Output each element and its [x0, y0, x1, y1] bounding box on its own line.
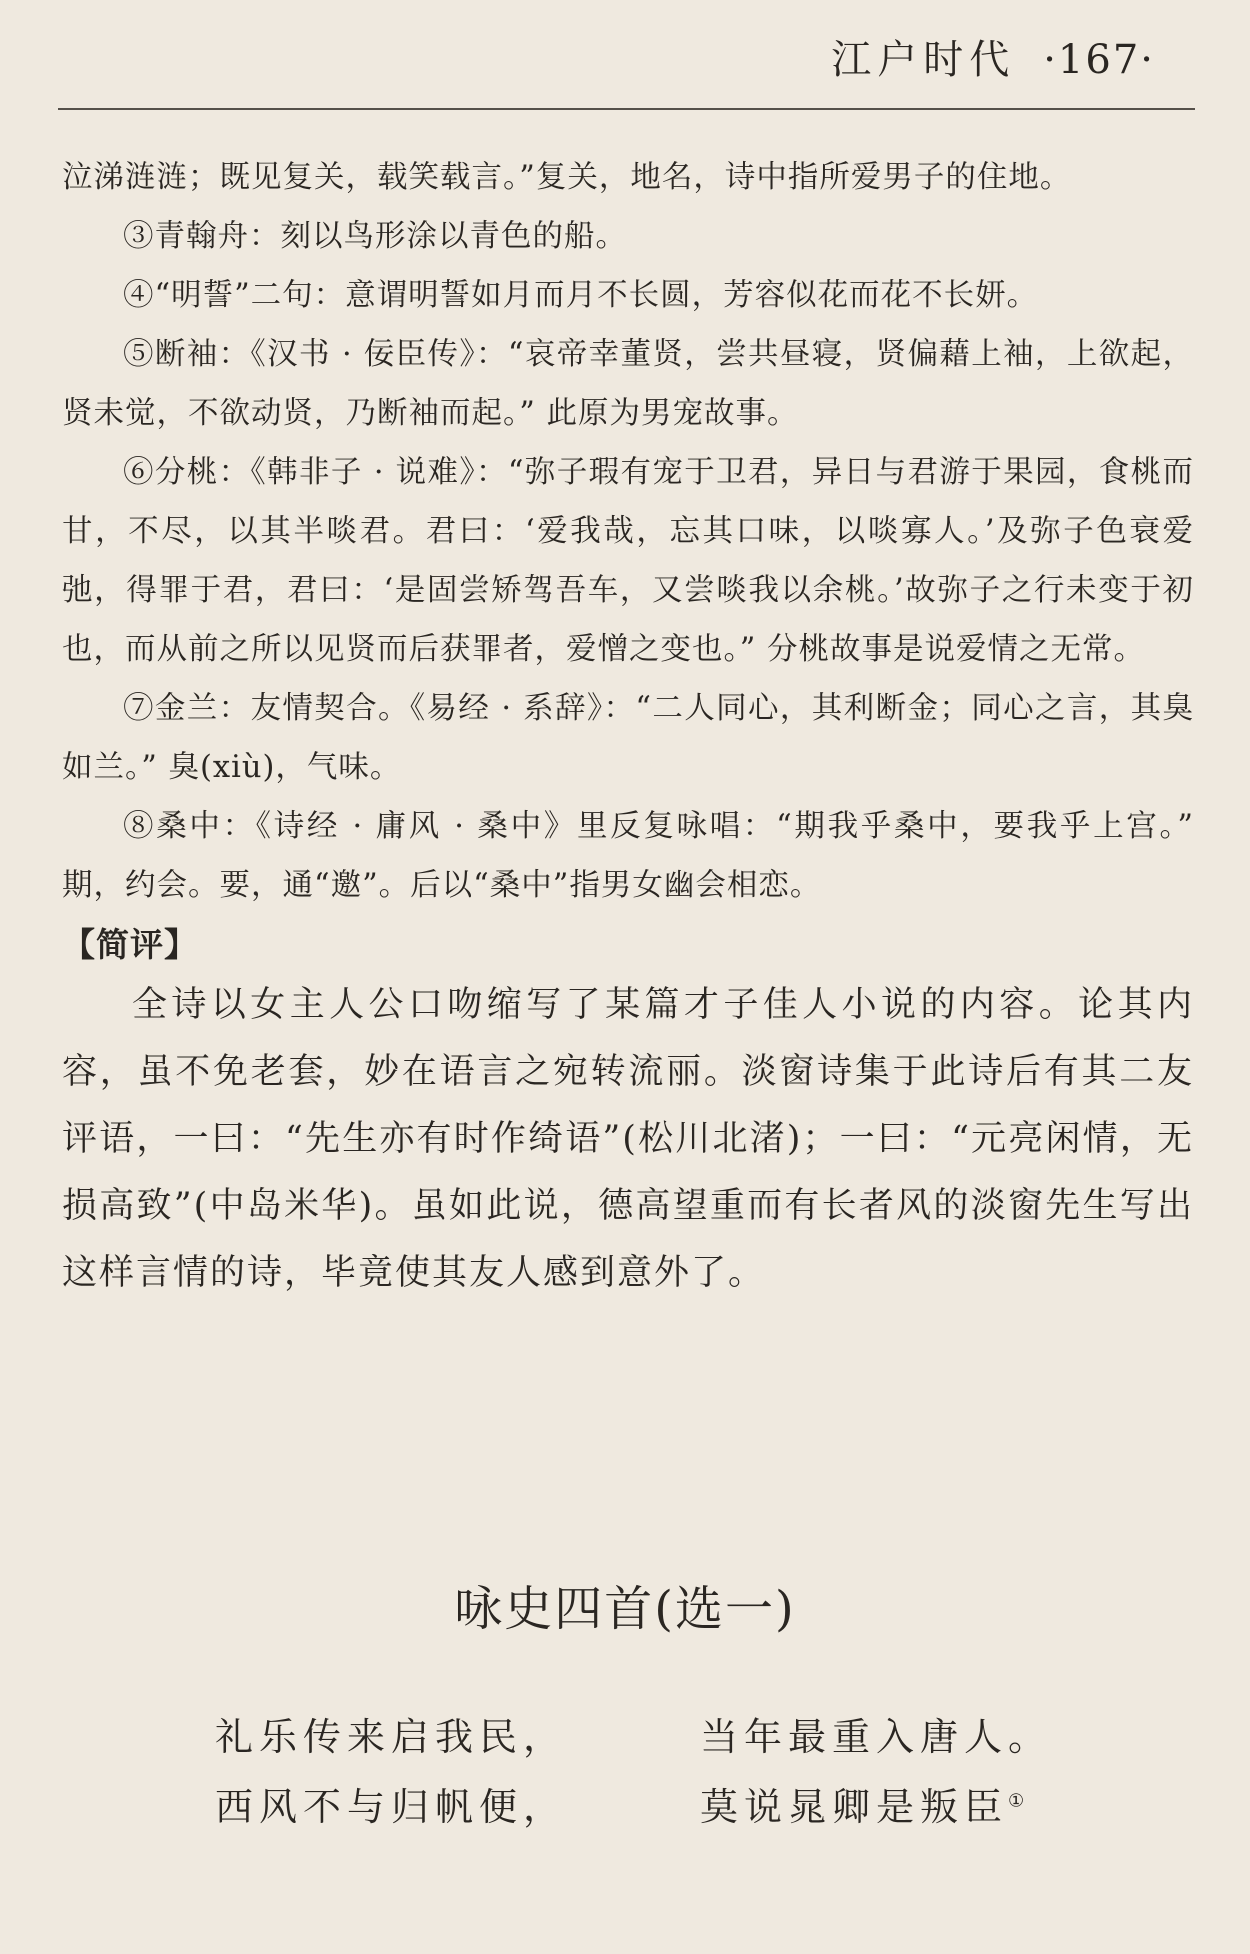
header-title: 江户时代	[831, 37, 1016, 83]
note-paragraph: ⑥分桃：《韩非子 · 说难》：“弥子瑕有宠于卫君，异日与君游于果园，食桃而甘，不尽，以其半啖君。君曰：‘爱我哉，忘其口味，以啖寡人。’及弥子色衰爱弛，得罪于君，君曰：‘是固尝矫驾吾车，又尝啖我以余桃。’故弥子之行未变于初也，而从前之所以见贤而后获罪者，爱憎之变也。” 分桃故事是说爱情之无常。	[62, 455, 1194, 667]
note-paragraph: 泣涕涟涟；既见复关，载笑载言。”复关，地名，诗中指所爱男子的住地。	[62, 160, 1072, 195]
poem-line-left: 西风不与归帆便，	[215, 1784, 568, 1829]
comment-heading: 【简评】	[62, 925, 198, 964]
note-paragraph: ⑧桑中：《诗经 · 庸风 · 桑中》里反复咏唱：“期我乎桑中，要我乎上宫。” 期，约会。要，通“邀”。后以“桑中”指男女幽会相恋。	[62, 809, 1194, 903]
poem-line-right-text: 莫说晁卿是叛臣	[700, 1784, 1009, 1829]
page-number: ·167·	[1043, 37, 1155, 83]
poem-line	[215, 1768, 1052, 1838]
note-paragraph: ⑦金兰：友情契合。《易经 · 系辞》：“二人同心，其利断金；同心之言，其臭如兰。” 臭(xiù)，气味。	[62, 691, 1194, 785]
poem-title: 咏史四首(选一)	[454, 1581, 796, 1637]
poem-line-right	[700, 1776, 1024, 1831]
note-paragraph: ③青翰舟：刻以鸟形涂以青色的船。	[123, 219, 627, 254]
body-text	[62, 148, 1194, 1307]
footnote-marker: ①	[1008, 1789, 1025, 1811]
running-header	[831, 28, 1155, 85]
note-paragraph: ⑤断袖：《汉书 · 佞臣传》：“哀帝幸董贤，尝共昼寝，贤偏藉上袖，上欲起，贤未觉，不欲动贤，乃断袖而起。” 此原为男宠故事。	[62, 337, 1194, 431]
poem-line-right: 当年最重入唐人。	[700, 1714, 1053, 1759]
poem-line	[215, 1698, 1052, 1768]
note-paragraph: ④“明誓”二句：意谓明誓如月而月不长圆，芳容似花而花不长妍。	[123, 278, 1039, 313]
poem-line-left: 礼乐传来启我民，	[215, 1714, 568, 1759]
header-rule	[58, 108, 1195, 110]
poem	[215, 1698, 1052, 1838]
comment-paragraph: 全诗以女主人公口吻缩写了某篇才子佳人小说的内容。论其内容，虽不免老套，妙在语言之宛转流丽。淡窗诗集于此诗后有其二友评语，一曰：“先生亦有时作绮语”(松川北渚)；一曰：“元亮闲情，无损高致”(中岛米华)。虽如此说，德高望重而有长者风的淡窗先生写出这样言情的诗，毕竟使其友人感到意外了。	[62, 985, 1194, 1293]
